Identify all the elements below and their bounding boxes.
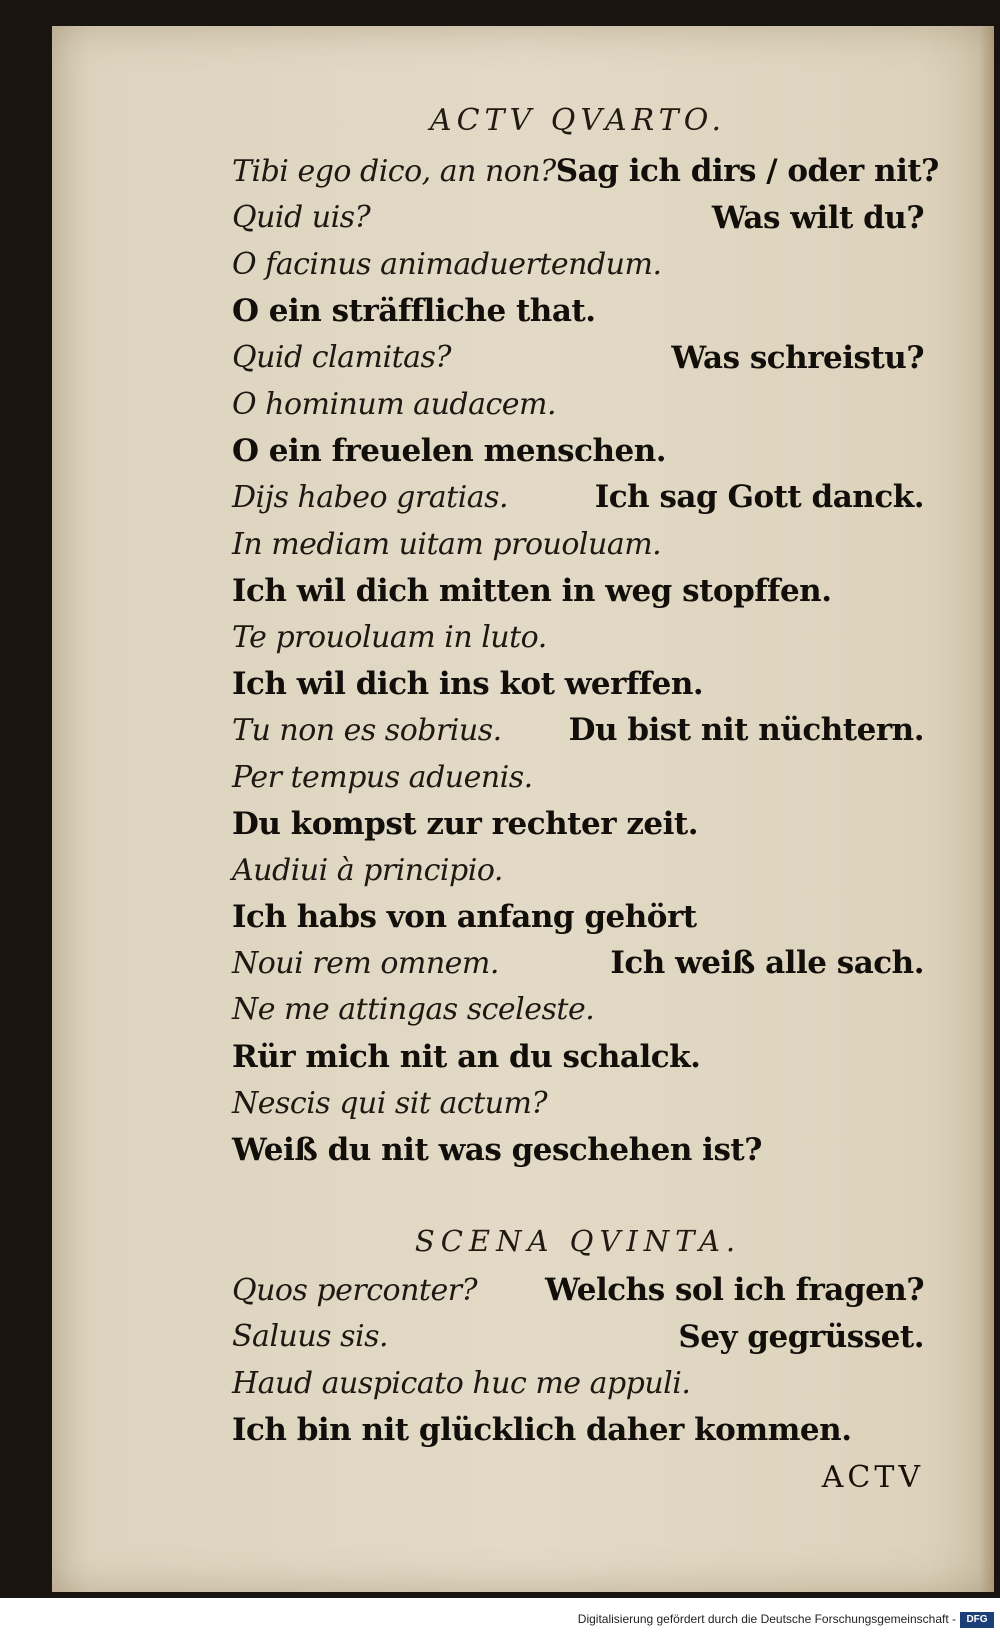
scene-dialogue: [232, 1267, 924, 1453]
act-dialogue: [232, 148, 939, 1173]
text-line: [232, 241, 924, 288]
text-line: [232, 567, 924, 614]
text-line: [232, 1407, 924, 1454]
german-text: Du kompst zur rechter zeit.: [232, 805, 699, 842]
text-line: [232, 428, 924, 475]
german-text: Ich weiß alle sach.: [610, 945, 924, 982]
latin-text: Te prouoluam in luto.: [232, 619, 547, 655]
latin-text: Per tempus aduenis.: [232, 759, 533, 795]
text-line: [232, 1080, 924, 1127]
text-line: [232, 707, 924, 754]
text-line: [232, 1360, 924, 1407]
latin-text: Ne me attingas scelestе.: [232, 992, 595, 1028]
scene-gap: [232, 1173, 924, 1215]
latin-text: Quid uis?: [232, 200, 371, 236]
text-line: [232, 1126, 924, 1173]
latin-text: Dijs habeo gratias.: [232, 479, 509, 515]
german-text: Ich sag Gott danck.: [594, 479, 924, 516]
german-text: Was wilt du?: [711, 199, 924, 236]
latin-text: Saluus sis.: [232, 1319, 389, 1355]
latin-text: O facinus animaduertendum.: [232, 246, 662, 282]
text-line: [232, 754, 924, 801]
text-line: [232, 288, 924, 335]
german-text: Was schreistu?: [671, 339, 924, 376]
text-line: [232, 474, 924, 521]
latin-text: In mediam uitam prouoluam.: [232, 526, 662, 562]
text-line: [232, 661, 924, 708]
text-line: [232, 195, 924, 242]
german-text: Ich bin nit glücklich daher kommen.: [232, 1412, 852, 1449]
page-edge-shadow: [980, 26, 994, 1592]
latin-text: O hominum audacem.: [232, 386, 557, 422]
latin-text: Quid clamitas?: [232, 340, 451, 376]
page-content: [232, 96, 939, 1503]
catchword: ACTV: [821, 1460, 924, 1496]
footer-credit: Digitalisierung gefördert durch die Deutsche Forschungsgemeinschaft -: [577, 1612, 956, 1626]
digitization-footer: [0, 1598, 1000, 1636]
latin-text: Nescis qui sit actum?: [232, 1085, 548, 1121]
latin-text: Tibi ego dico, an non?: [232, 153, 556, 189]
latin-text: Haud auspicato huc me appuli.: [232, 1366, 691, 1402]
scene-title: SCENA QVINTA.: [414, 1224, 742, 1259]
text-line: [232, 940, 924, 987]
german-text: O ein freuelen menschen.: [232, 432, 667, 469]
text-line: [232, 1033, 924, 1080]
text-line: [232, 521, 924, 568]
german-text: Rür mich nit an du schalck.: [232, 1038, 701, 1075]
latin-text: Tu non es sobrius.: [232, 712, 502, 748]
german-text: Sag ich dirs / oder nit?: [555, 153, 939, 190]
latin-text: Noui rem omnem.: [232, 945, 499, 981]
text-line: [232, 894, 924, 941]
book-page: [52, 26, 994, 1592]
german-text: Ich wil dich ins kot werffen.: [232, 665, 704, 702]
german-text: Weiß du nit was geschehen ist?: [232, 1131, 762, 1168]
german-text: Sey gegrüsset.: [678, 1318, 924, 1355]
german-text: Ich habs von anfang gehört: [232, 898, 697, 935]
text-line: [232, 614, 924, 661]
latin-text: Quos perconter?: [232, 1272, 478, 1308]
running-head: ACTV QVARTO.: [429, 103, 727, 138]
latin-text: Audiui à principio.: [232, 852, 503, 888]
german-text: Welchs sol ich fragen?: [545, 1272, 924, 1309]
text-line: [232, 800, 924, 847]
text-line: [232, 1314, 924, 1361]
text-line: [232, 148, 939, 195]
german-text: O ein sträffliche that.: [232, 293, 596, 330]
text-line: [232, 381, 924, 428]
text-line: [232, 1267, 924, 1314]
german-text: Du bist nit nüchtern.: [568, 712, 924, 749]
german-text: Ich wil dich mitten in weg stopffen.: [232, 572, 832, 609]
dfg-logo: DFG: [960, 1612, 994, 1628]
text-line: [232, 987, 924, 1034]
text-line: [232, 847, 924, 894]
text-line: [232, 334, 924, 381]
